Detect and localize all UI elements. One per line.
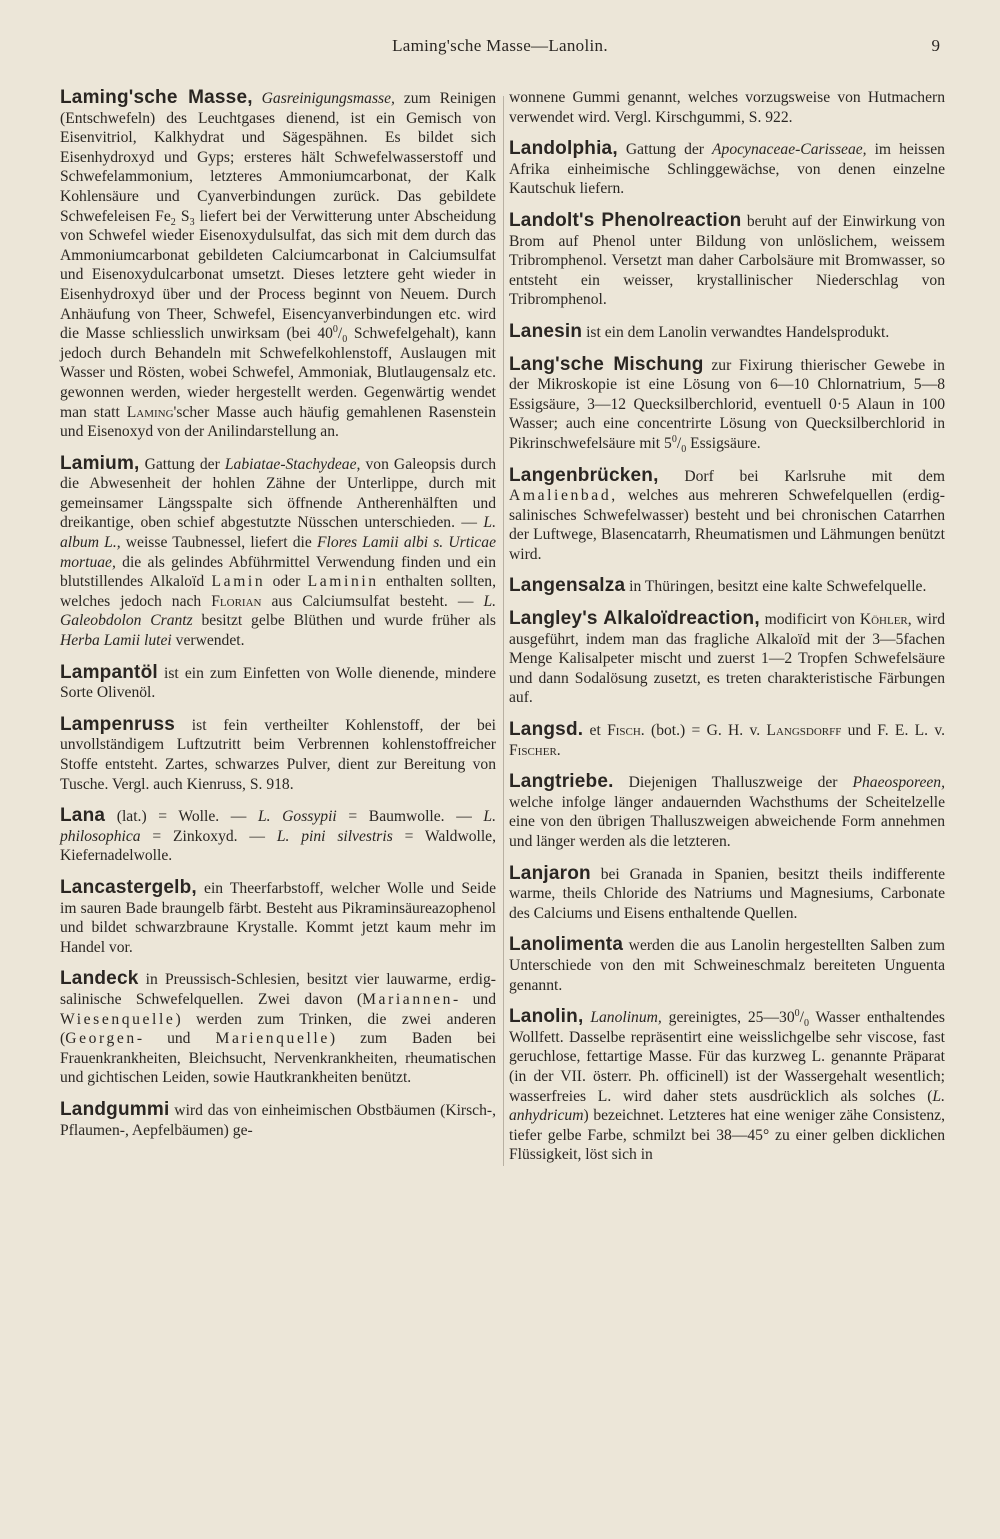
entry-headword: Lanjaron: [509, 862, 591, 884]
dictionary-entry: [509, 466, 945, 565]
entry-text: Amalienbad,: [509, 487, 618, 505]
entry-text: (bot.) = G. H. v.: [644, 722, 767, 740]
entry-text: 0: [332, 323, 338, 335]
entry-headword: Lanolin,: [509, 1006, 584, 1028]
entry-text: 0: [794, 1007, 800, 1019]
entry-headword: Langtriebe.: [509, 771, 614, 793]
entry-text: L. philosophica: [60, 808, 496, 845]
entry-text: Marienquelle: [215, 1030, 330, 1048]
entry-text: besitzt gelbe Blüthen und wurde früher als: [192, 612, 496, 630]
entry-text: Flores Lamii albi s. Urticae mortuae,: [60, 534, 497, 571]
text-columns: [60, 88, 945, 1508]
dictionary-entry: [60, 663, 496, 703]
entry-text: Langsdorff: [766, 722, 842, 740]
entry-text: Lanolinum,: [590, 1009, 662, 1027]
entry-headword: Lancastergelb,: [60, 876, 197, 898]
entry-text: ist ein zum Einfetten von Wolle dienende, mindere Sorte Olivenöl.: [60, 664, 496, 702]
entry-text: Phaeosporeen,: [852, 774, 945, 792]
entry-headword: Lampenruss: [60, 713, 175, 735]
entry-text: L. anhydricum: [509, 1087, 945, 1125]
entry-headword: Langensalza: [509, 575, 626, 597]
entry-text: (lat.) = Wolle. —: [105, 808, 258, 826]
entry-headword: Lanolimenta: [509, 934, 624, 956]
dictionary-entry: [509, 935, 945, 995]
entry-text: ) bezeichnet. Letzteres hat eine weniger zähe Consistenz, tiefer gelbe Farbe, schmilzt bei 38—45° zu einer gelben dicklichen Flüssigkeit, löst sich in: [509, 1107, 945, 1164]
entry-headword: Lana: [60, 805, 106, 827]
entry-text: 0: [803, 1018, 809, 1030]
dictionary-entry: [60, 806, 496, 866]
left-column: [60, 88, 496, 1508]
entry-headword: Lanesin: [509, 320, 583, 342]
entry-text: Schwefelgehalt), kann jedoch durch Behandeln mit Schwefelkohlenstoff, Auslaugen mit Wasser und Rösten, wobei Schwefel, Ammoniak, Blutlaugensalz etc. gewonnen werden, wieder hergestellt werden. Gegenwärtig wendet man statt: [60, 325, 496, 421]
entry-text: 0: [342, 334, 348, 346]
entry-headword: Langsd.: [509, 719, 584, 741]
entry-text: wonnene Gummi genannt, welches vorzugsweise von Hutmachern verwendet wird. Vergl. Kirschgummi, S. 922.: [509, 89, 945, 126]
entry-text: gereinigtes, 25—30: [661, 1009, 795, 1027]
entry-headword: Landolphia,: [509, 138, 618, 160]
entry-text: 0: [671, 433, 677, 445]
entry-text: L. album L.,: [60, 514, 496, 552]
dictionary-entry: [509, 355, 945, 454]
entry-text: Lamin: [211, 573, 266, 591]
entry-text: Gattung der: [617, 141, 712, 159]
entry-text: L. Galeobdolon Crantz: [60, 592, 497, 630]
entry-text: liefert bei der Verwitterung unter Abscheidung von Schwefel wieder Eisenoxydulsulfat, das sich mit dem durch das Ammoniumcarbonat gebildeten Calciumcarbonat in Calciumsulfat und Eisenoxydulcarbonat umsetzt. Dieses letztere geht wieder in Eisenhydroxyd über und der Process beginnt von Neuem. Durch Anhäufung von Theer, Schwefel, Eisencyanverbindungen etc. wird die Masse schliesslich unwirksam (bei 40: [60, 207, 496, 343]
entry-text: zum Reinigen (Entschwefeln) des Leuchtgases dienend, ist ein Gemisch von Eisenvitriol, Kalkhydrat und Sägespähnen. Es bildet sich Eisenhydroxyd und Gyps; ersteres hält Schwefelwasserstoff und Schwefelammonium, letzteres Ammoniumcarbonat, der Kalk Kohlensäure und Cyanverbindungen zurück. Das gebildete Schwefeleisen Fe: [60, 90, 496, 225]
dictionary-entry: [509, 772, 945, 851]
entry-text: ) zum Baden bei Frauenkrankheiten, Bleichsucht, Nervenkrankheiten, rheumatischen und gichtischen Leiden, sowie Hautkrankheiten benützt.: [60, 1030, 496, 1087]
dictionary-entry: [509, 139, 945, 199]
entry-text: im heissen Afrika einheimische Schlinggewächse, von denen einzelne Kautschuk liefern.: [509, 141, 945, 198]
entry-headword: Landolt's Phenolreaction: [509, 209, 742, 231]
dictionary-entry: [509, 864, 945, 924]
entry-text: die als gelindes Abführmittel Verwendung finden und ein blutstillendes Alkaloïd: [60, 553, 496, 591]
entry-text: 2: [170, 216, 176, 228]
page-number: 9: [931, 36, 940, 55]
entry-text: verwendet.: [171, 632, 245, 650]
entry-text: enthalten sollten, welches jedoch nach: [60, 573, 496, 610]
entry-text: [253, 90, 262, 107]
dictionary-entry: [60, 454, 496, 651]
dictionary-entry: [509, 88, 945, 127]
entry-text: .: [556, 741, 561, 759]
entry-text: Wiesenquelle: [60, 1010, 176, 1028]
entry-headword: Langley's Alkaloïdreaction,: [509, 608, 760, 630]
entry-text: - und: [136, 1030, 216, 1048]
entry-text: Florian: [211, 592, 262, 610]
entry-headword: Langenbrücken,: [509, 464, 659, 486]
entry-headword: Landgummi: [60, 1098, 170, 1120]
entry-text: Essigsäure.: [686, 434, 761, 452]
entry-text: = Zinkoxyd. —: [140, 827, 277, 845]
entry-headword: Landeck: [60, 968, 139, 990]
entry-text: welche infolge länger andauernden Wachsthums der Scheitelzelle eine von den übrigen Thalluszweigen abweichende Form annehmen und länger werden als die letzteren.: [509, 793, 945, 850]
entry-text: bei Granada in Spanien, besitzt theils indifferente warme, theils Chloride des Natriums und Magnesiums, Carbonate des Calciums und Eisens enthaltende Quellen.: [509, 865, 945, 922]
running-title: Laming'sche Masse—Lanolin.: [392, 36, 608, 55]
entry-text: aus Calciumsulfat besteht. —: [261, 592, 484, 610]
entry-text: Herba Lamii lutei: [60, 632, 172, 650]
entry-text: modificirt von: [759, 611, 860, 629]
entry-text: Wasser enthaltendes Wollfett. Dasselbe repräsentirt eine weisslichgelbe sehr viscose, fast geruchlose, fettartige Masse. Für das kurzweg L. genannte Präparat (in der VII. österr. Ph. officinell) ist der Wassergehalt wesentlich; wasserfreies L. wird daher stets ausdrücklich als solches (: [509, 1009, 945, 1105]
entry-text: /: [337, 325, 343, 343]
entry-text: wird das von einheimischen Obstbäumen (Kirsch-, Pflaumen-, Aepfelbäumen) ge-: [60, 1101, 496, 1139]
entry-headword: Laming'sche Masse,: [60, 87, 253, 108]
entry-text: et: [583, 722, 608, 740]
dictionary-entry: [60, 878, 496, 957]
entry-text: Köhler: [859, 611, 908, 629]
entry-text: = Waldwolle, Kiefernadelwolle.: [60, 827, 496, 865]
entry-headword: Lamium,: [60, 452, 140, 474]
entry-text: , wird ausgeführt, indem man das fragliche Alkaloïd mit der 3—5fachen Menge Kalisalpeter mischt und zuerst 1—2 Tropfen Schwefelsäure und dann Sodalösung zusetzt, es treten charakteristische Färbungen auf.: [509, 611, 945, 707]
entry-text: Fisch.: [607, 722, 645, 740]
entry-text: 3: [189, 216, 195, 228]
entry-text: weisse Taubnessel, liefert die: [120, 534, 317, 552]
dictionary-entry: [509, 211, 945, 310]
right-column: [509, 88, 945, 1508]
entry-text: ist fein vertheilter Kohlenstoff, der bei unvollständigem Luftzutritt beim Verbrennen kohlenstoffreicher Stoffe entsteht. Zartes, schwarzes Pulver, dient zur Bereitung von Tusche. Vergl. auch Kienruss, S. 918.: [60, 716, 496, 793]
entry-text: beruht auf der Einwirkung von Brom auf Phenol unter Bildung von unlöslichem, weissem Tribromphenol. Versetzt man daher Carbolsäure mit Bromwasser, so entsteht ein weisser, krystallinischer Niederschlag von Tribromphenol.: [509, 212, 945, 309]
entry-text: Gattung der: [139, 455, 225, 473]
dictionary-entry: [509, 609, 945, 708]
entry-headword: Lang'sche Mischung: [509, 353, 704, 375]
entry-text: welches aus mehreren Schwefelquellen (erdig-salinisches Schwefelwasser) besteht und bei chronischen Catarrhen der Luftwege, Blasencatarrh, Rheumatismen und Lähmungen benützt wird.: [509, 487, 945, 563]
dictionary-entry: [60, 1100, 496, 1140]
entry-text: werden die aus Lanolin hergestellten Salben zum Unterschiede von den mit Schweineschmalz bereiteten Unguenta genannt.: [509, 937, 945, 994]
entry-text: Laming: [126, 403, 174, 421]
entry-headword: Lampantöl: [60, 661, 158, 683]
entry-text: Mariannen: [362, 990, 454, 1008]
entry-text: Georgen: [65, 1030, 137, 1048]
entry-text: zur Fixirung thierischer Gewebe in der Mikroskopie ist eine Lösung von 6—10 Chlornatrium, 5—8 Essigsäure, 3—12 Quecksilberchlorid, eventuell 0·5 Alaun in 100 Wasser; auch eine concentrirte Lösung von Quecksilberchlorid in Pikrinschwefelsäure mit 5: [509, 356, 945, 452]
entry-text: Gasreinigungsmasse,: [261, 90, 395, 107]
dictionary-entry: [509, 322, 945, 343]
entry-text: Dorf bei Karlsruhe mit dem: [658, 467, 945, 485]
entry-text: - und: [453, 990, 496, 1008]
entry-text: = Baumwolle. —: [336, 808, 484, 826]
entry-text: ein Theerfarbstoff, welcher Wolle und Seide im sauren Bade braungelb färbt. Besteht aus Pikraminsäureazophenol und bildet schwarzbraune Krystalle. Kommt jetzt kaum mehr im Handel vor.: [60, 879, 496, 956]
entry-text: 0: [681, 444, 687, 456]
entry-text: und F. E. L. v.: [841, 722, 946, 740]
entry-text: ) werden zum Trinken, die zwei anderen (: [60, 1010, 496, 1048]
entry-text: in Preussisch-Schlesien, besitzt vier lauwarme, erdig-salinische Schwefelquellen. Zwei davon (: [60, 971, 496, 1008]
entry-text: von Galeopsis durch die Abwesenheit der hohlen Zähne der Unterlippe, durch mit gemeinsamer Längsspalte sich öffnende Antherenhälften und dreikantige, oben schief abgestutzte Nüsschen unterschieden. —: [60, 455, 496, 532]
entry-text: Labiatae-Stachydeae,: [224, 455, 361, 473]
entry-text: /: [799, 1009, 804, 1027]
entry-text: in Thüringen, besitzt eine kalte Schwefelquelle.: [625, 578, 927, 596]
dictionary-entry: [509, 720, 945, 760]
entry-text: /: [676, 434, 682, 452]
entry-text: S: [175, 207, 190, 225]
dictionary-entry: [60, 88, 496, 442]
dictionary-entry: [60, 969, 496, 1088]
running-header: [60, 36, 940, 60]
entry-text: Diejenigen Thalluszweige der: [613, 774, 853, 792]
dictionary-entry: [509, 1007, 945, 1165]
entry-text: oder: [265, 573, 308, 591]
entry-text: Laminin: [307, 573, 379, 591]
entry-text: Apocynaceae-Carisseae,: [712, 141, 867, 159]
entry-text: Fischer: [509, 741, 557, 759]
entry-text: L. Gossypii: [257, 808, 337, 826]
entry-text: ist ein dem Lanolin verwandtes Handelsprodukt.: [582, 323, 890, 341]
dictionary-entry: [509, 576, 945, 597]
entry-text: 'scher Masse auch häufig gemahlenen Rasenstein und Eisenoxyd von der Anilindarstellung an.: [60, 403, 496, 441]
dictionary-entry: [60, 715, 496, 794]
entry-text: L. pini silvestris: [276, 827, 393, 845]
